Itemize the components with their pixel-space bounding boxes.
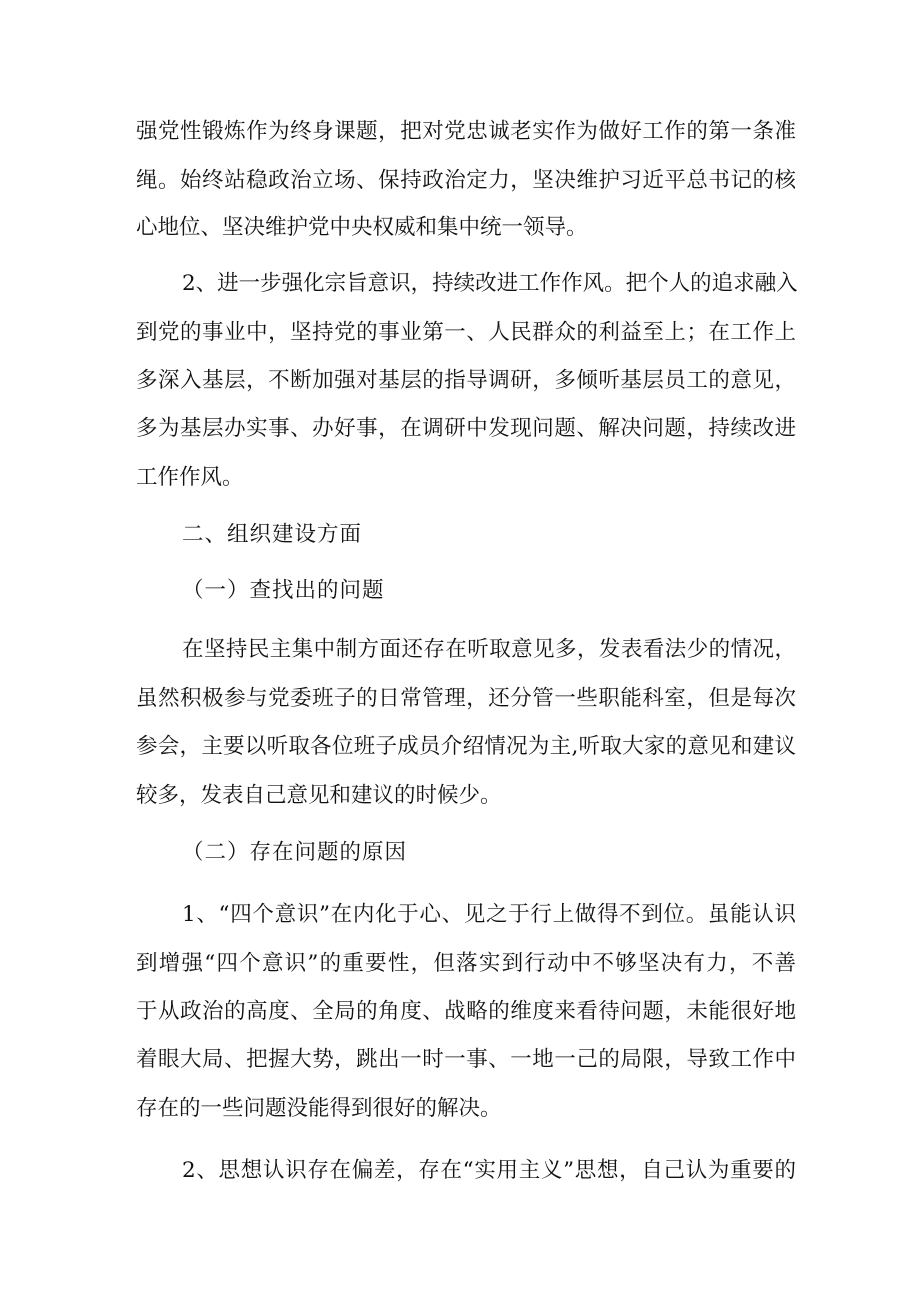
paragraph-line: 较多，发表自己意见和建议的时候少。 bbox=[136, 783, 502, 808]
paragraph-line: 强党性锻炼作为终身课题，把对党忠诚老实作为做好工作的第一条准 bbox=[136, 119, 796, 144]
paragraph-line: 工作作风。 bbox=[136, 465, 244, 490]
paragraph-line: 到党的事业中，坚持党的事业第一、人民群众的利益至上；在工作上 bbox=[136, 320, 796, 345]
paragraph-line: 存在的一些问题没能得到很好的解决。 bbox=[136, 1096, 502, 1121]
paragraph-line: 于从政治的高度、全局的角度、战略的维度来看待问题，未能很好地 bbox=[136, 999, 796, 1024]
paragraph-line: 2、进一步强化宗旨意识，持续改进工作作风。把个人的追求融入 bbox=[182, 271, 798, 296]
section-heading: 二、组织建设方面 bbox=[182, 522, 363, 547]
paragraph-line: 多深入基层，不断加强对基层的指导调研，多倾听基层员工的意见， bbox=[136, 368, 796, 393]
paragraph-line: 1、“四个意识”在内化于心、见之于行上做得不到位。虽能认识 bbox=[182, 902, 796, 927]
paragraph-line: 绳。始终站稳政治立场、保持政治定力，坚决维护习近平总书记的核 bbox=[136, 168, 796, 193]
sub-heading: （二）存在问题的原因 bbox=[182, 840, 408, 865]
paragraph-line: 心地位、坚决维护党中央权威和集中统一领导。 bbox=[136, 215, 588, 240]
paragraph-line: 着眼大局、把握大势，跳出一时一事、一地一己的局限，导致工作中 bbox=[136, 1047, 796, 1072]
paragraph-line: 虽然积极参与党委班子的日常管理，还分管一些职能科室，但是每次 bbox=[136, 686, 796, 711]
paragraph-line: 多为基层办实事、办好事，在调研中发现问题、解决问题，持续改进 bbox=[136, 416, 796, 441]
paragraph-line: 2、思想认识存在偏差，存在“实用主义”思想，自己认为重要的 bbox=[182, 1158, 796, 1183]
paragraph-line: 参会，主要以听取各位班子成员介绍情况为主,听取大家的意见和建议 bbox=[136, 734, 796, 759]
paragraph-line: 到增强“四个意识”的重要性，但落实到行动中不够坚决有力，不善 bbox=[136, 951, 796, 976]
paragraph-line: 在坚持民主集中制方面还存在听取意见多，发表看法少的情况， bbox=[182, 637, 796, 662]
sub-heading: （一）查找出的问题 bbox=[182, 578, 385, 603]
